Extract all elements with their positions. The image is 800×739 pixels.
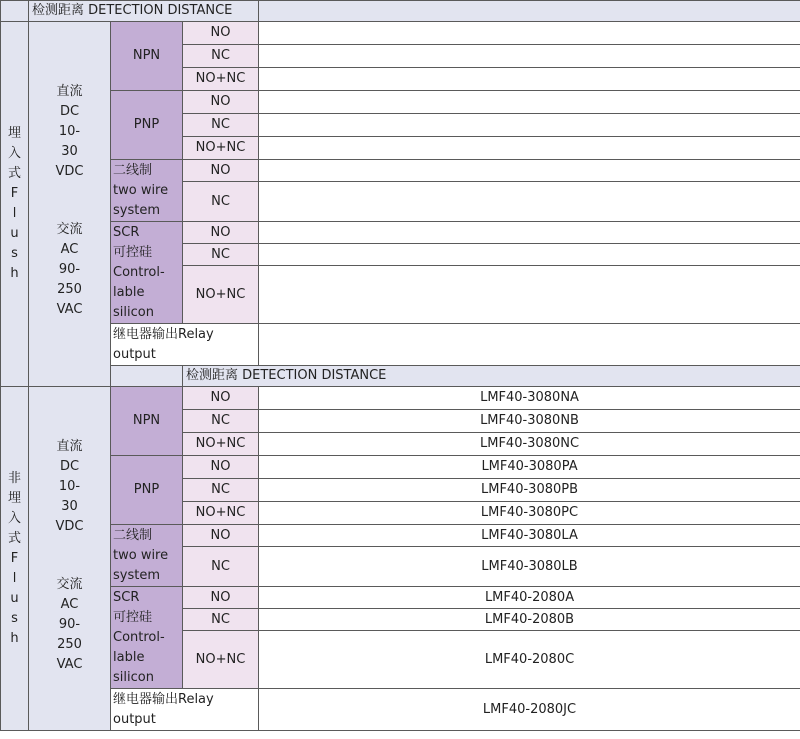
output-no: NO — [183, 587, 259, 609]
table-row — [1, 587, 800, 609]
output-nonc: NO+NC — [183, 137, 259, 160]
model-cell: LMF40-2080A — [259, 587, 800, 609]
type-scr: SCR 可控硅 Control- lable silicon — [111, 222, 183, 324]
model-cell — [259, 244, 800, 266]
mount-type-non-flush: 非 埋 入 式 F l u s h — [1, 387, 29, 731]
table-row — [1, 456, 800, 479]
type-npn: NPN — [111, 22, 183, 91]
detection-distance-label: 检测距离 DETECTION DISTANCE — [183, 366, 800, 387]
output-no: NO — [183, 525, 259, 547]
type-relay: 继电器输出Relay output — [111, 689, 259, 731]
output-no: NO — [183, 91, 259, 114]
model-cell: LMF40-3080PA — [259, 456, 800, 479]
type-two-wire: 二线制 two wire system — [111, 160, 183, 222]
model-cell: LMF40-3080NC — [259, 433, 800, 456]
detection-distance-label: 检测距离 DETECTION DISTANCE — [29, 1, 259, 22]
model-cell — [259, 160, 800, 182]
model-cell: LMF40-3080NA — [259, 387, 800, 410]
table-row — [1, 689, 800, 731]
model-cell — [259, 137, 800, 160]
output-nc: NC — [183, 547, 259, 587]
output-no: NO — [183, 222, 259, 244]
type-relay: 继电器输出Relay output — [111, 324, 259, 366]
header-row — [1, 1, 800, 22]
model-cell — [259, 182, 800, 222]
output-nc: NC — [183, 609, 259, 631]
model-cell — [259, 324, 800, 366]
output-nonc: NO+NC — [183, 631, 259, 689]
ac-power: 交流 AC 90- 250 VAC — [56, 576, 83, 672]
mount-type-flush: 埋 入 式 F l u s h — [1, 22, 29, 387]
output-nc: NC — [183, 114, 259, 137]
model-cell — [259, 222, 800, 244]
model-cell — [259, 45, 800, 68]
model-cell: LMF40-3080PC — [259, 502, 800, 525]
output-nc: NC — [183, 244, 259, 266]
output-nonc: NO+NC — [183, 266, 259, 324]
type-npn: NPN — [111, 387, 183, 456]
ac-power: 交流 AC 90- 250 VAC — [56, 222, 83, 317]
dc-power: 直流 DC 10- 30 VDC — [55, 84, 84, 179]
type-pnp: PNP — [111, 91, 183, 160]
model-cell: LMF40-2080C — [259, 631, 800, 689]
model-cell: LMF40-3080LB — [259, 547, 800, 587]
model-cell — [259, 91, 800, 114]
model-cell: LMF40-3080PB — [259, 479, 800, 502]
power-supply-cell — [29, 387, 111, 731]
type-scr: SCR 可控硅 Control- lable silicon — [111, 587, 183, 689]
table-row — [1, 324, 800, 366]
dc-power: 直流 DC 10- 30 VDC — [55, 438, 84, 534]
type-pnp: PNP — [111, 456, 183, 525]
table-row — [1, 525, 800, 547]
model-cell — [259, 22, 800, 45]
model-cell — [259, 266, 800, 324]
table-row — [1, 22, 800, 45]
model-cell — [259, 114, 800, 137]
output-no: NO — [183, 160, 259, 182]
model-cell: LMF40-3080LA — [259, 525, 800, 547]
output-no: NO — [183, 387, 259, 410]
table-row — [1, 387, 800, 410]
table-row — [1, 91, 800, 114]
detection-distance-value — [259, 1, 800, 22]
output-nc: NC — [183, 479, 259, 502]
model-cell: LMF40-2080B — [259, 609, 800, 631]
output-nc: NC — [183, 410, 259, 433]
model-cell: LMF40-3080NB — [259, 410, 800, 433]
output-nonc: NO+NC — [183, 68, 259, 91]
model-cell — [259, 68, 800, 91]
output-nc: NC — [183, 182, 259, 222]
output-no: NO — [183, 22, 259, 45]
power-supply-cell — [29, 22, 111, 387]
output-nc: NC — [183, 45, 259, 68]
table-row — [1, 222, 800, 244]
model-cell: LMF40-2080JC — [259, 689, 800, 731]
table-row — [1, 160, 800, 182]
output-no: NO — [183, 456, 259, 479]
output-nonc: NO+NC — [183, 433, 259, 456]
output-nonc: NO+NC — [183, 502, 259, 525]
header-row — [1, 366, 800, 387]
type-two-wire: 二线制 two wire system — [111, 525, 183, 587]
